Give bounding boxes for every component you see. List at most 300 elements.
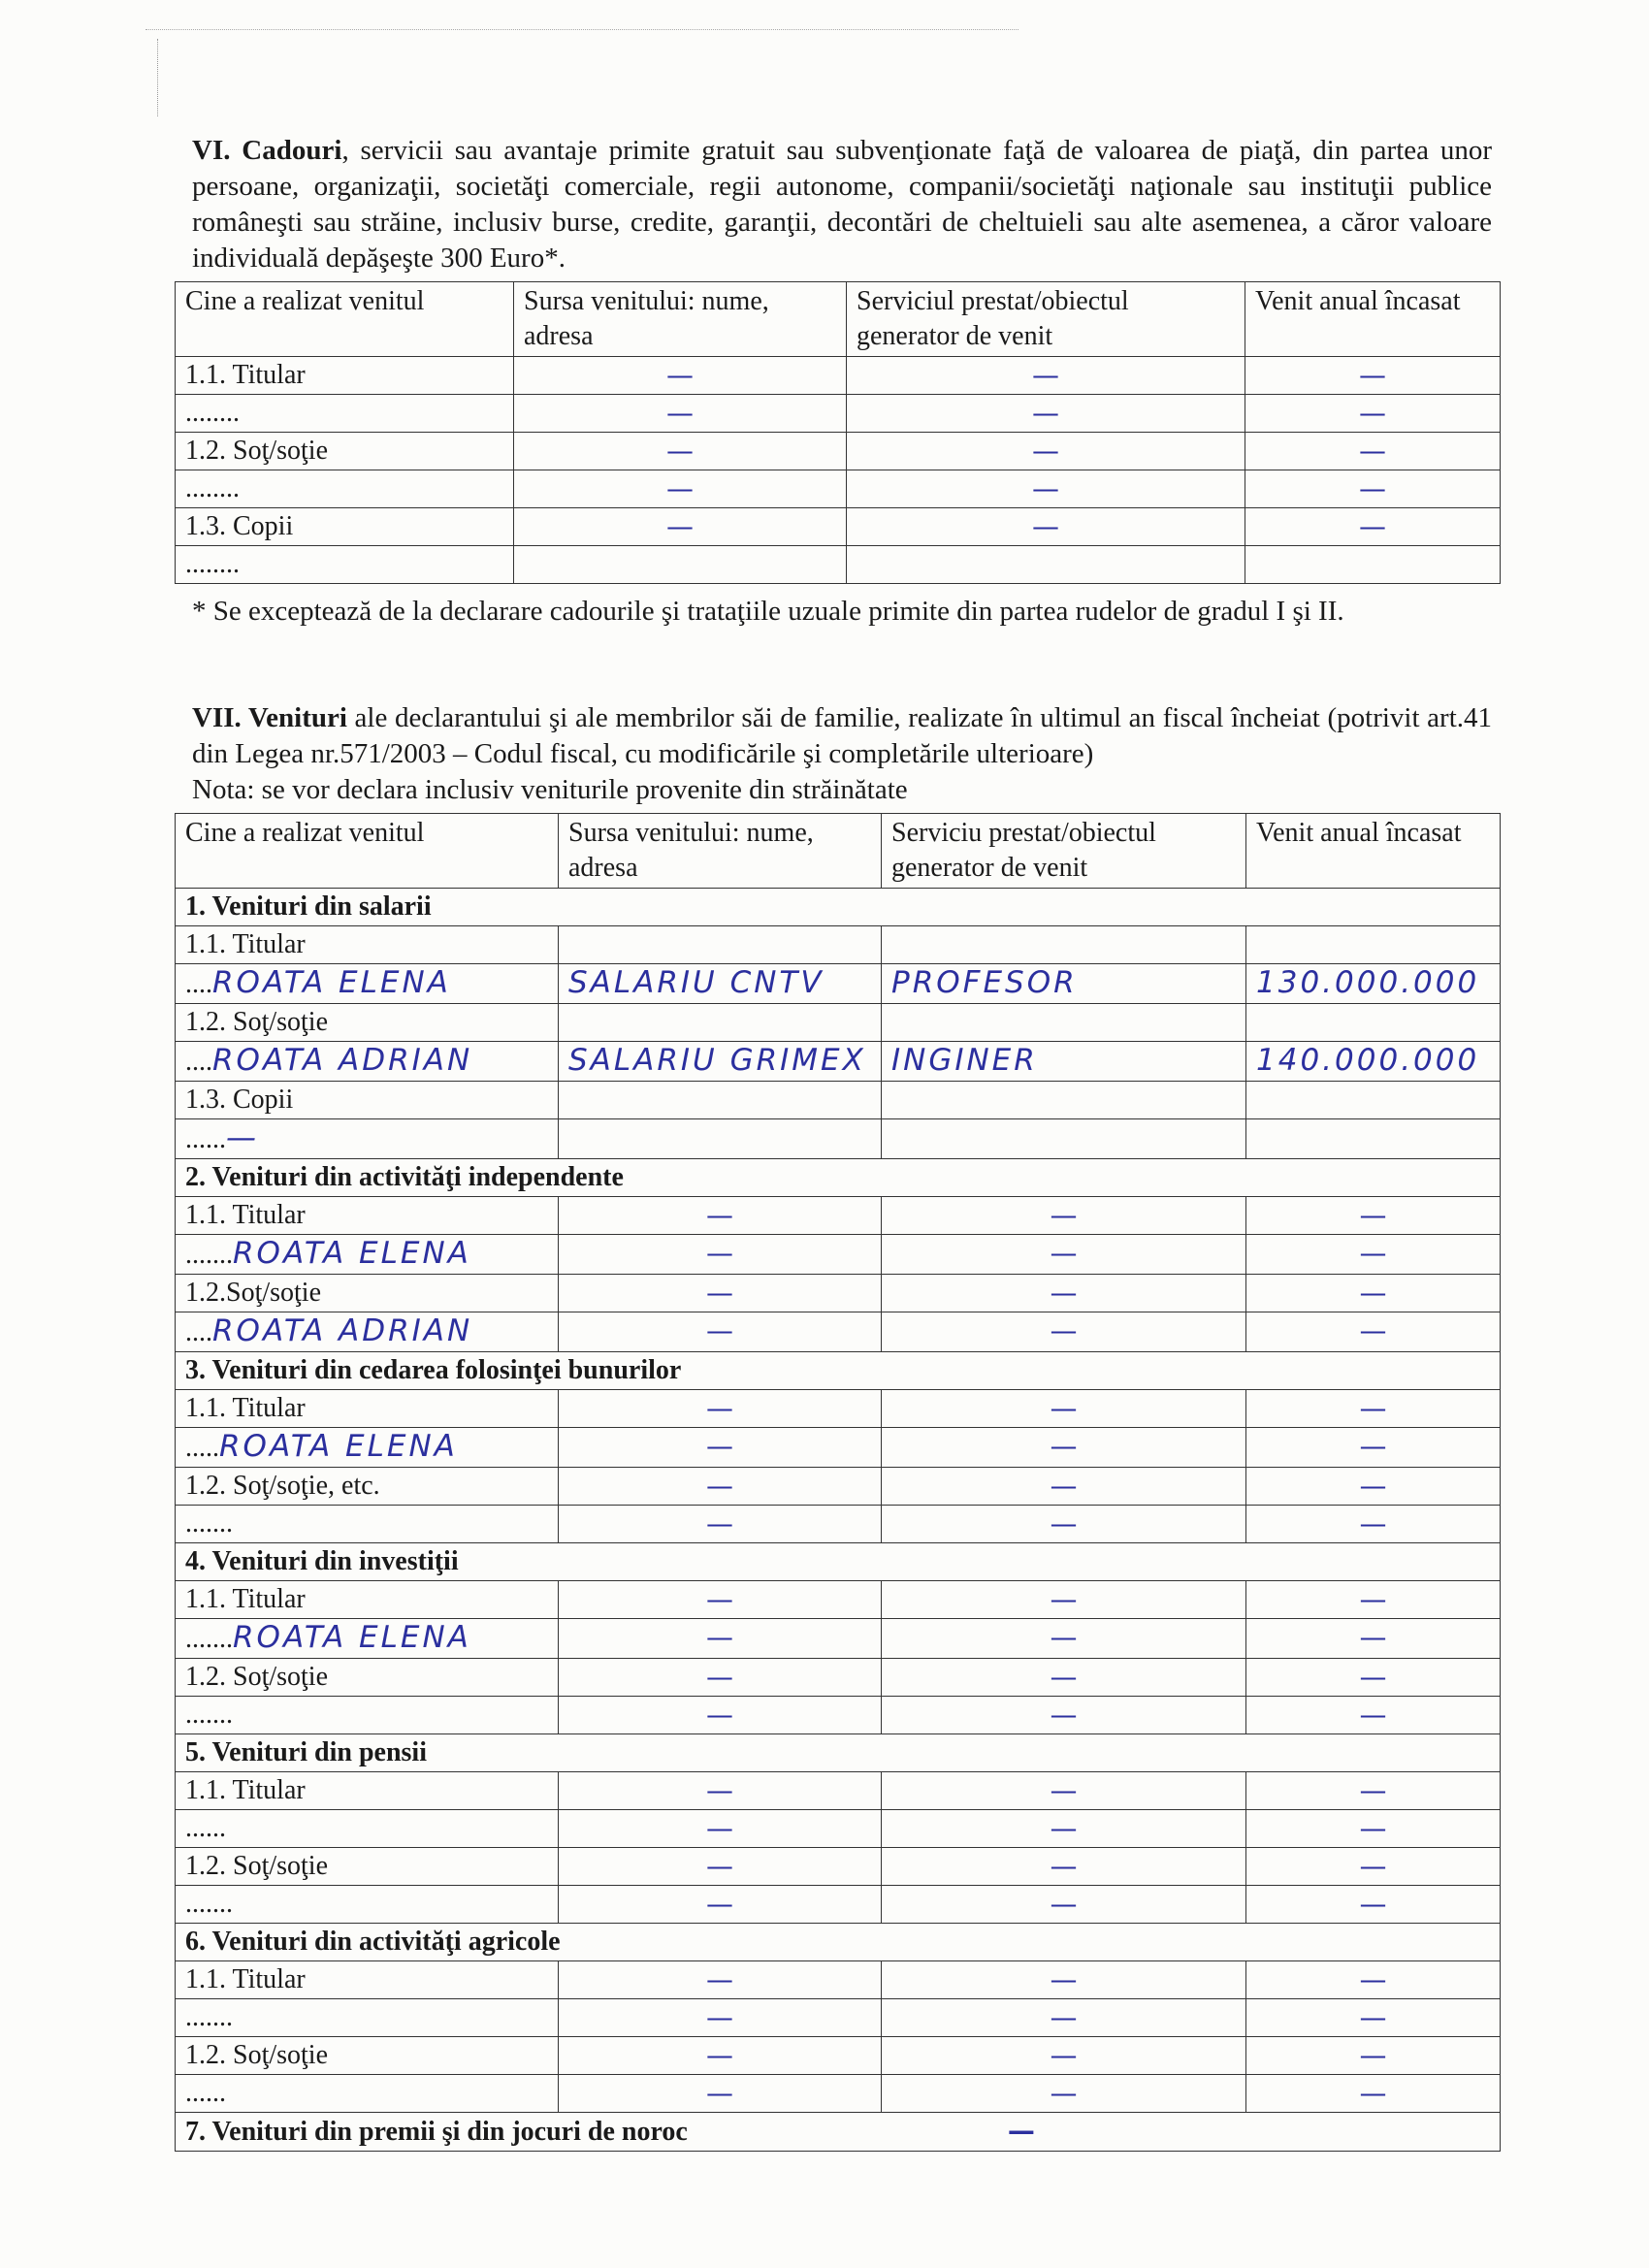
row-label: ........ xyxy=(176,470,514,508)
table-row xyxy=(176,395,1501,433)
income-category xyxy=(176,1543,1501,1581)
table-row xyxy=(176,1197,1501,1235)
row-label xyxy=(176,926,559,964)
section-6-text: , servicii sau avantaje primite gratuit sau subvenţionate faţă de valoarea de piaţă, din partea unor persoane, organizaţii, societăţi comerciale, regii autonome, companii/societăţi naţionale sau instituţii publice româneşti sau străine, inclusiv burse, credite, garanţii, decontări de cheltuieli sau alte asemenea, a căror valoare individuală depăşeşte 300 Euro*. xyxy=(192,135,1492,274)
column-header: Cine a realizat venitul xyxy=(176,814,559,889)
value-cell xyxy=(559,2037,882,2075)
table-row xyxy=(176,1581,1501,1619)
value-cell xyxy=(882,1197,1246,1235)
income-category xyxy=(176,1352,1501,1390)
dash-mark: — xyxy=(706,1199,733,1231)
row-label xyxy=(176,1659,559,1697)
row-label xyxy=(176,1082,559,1119)
value-cell xyxy=(1246,2075,1501,2113)
dash-mark: — xyxy=(1050,1507,1078,1539)
value-cell xyxy=(1246,1619,1501,1659)
value-cell xyxy=(559,1999,882,2037)
table-row xyxy=(176,1004,1501,1042)
table-row xyxy=(176,1810,1501,1848)
table-row xyxy=(176,1886,1501,1924)
table-row xyxy=(176,1697,1501,1734)
table-row xyxy=(176,1235,1501,1275)
dash-mark: — xyxy=(706,1237,733,1269)
handwritten-entry: INGINER xyxy=(891,1043,1038,1078)
value-cell xyxy=(559,1961,882,1999)
dash-cell: — xyxy=(847,395,1245,433)
value-cell xyxy=(1246,1886,1501,1924)
handwritten-entry: ROATA ADRIAN xyxy=(212,1313,473,1348)
row-label xyxy=(176,1772,559,1810)
value-cell xyxy=(882,926,1246,964)
dash-cell: — xyxy=(847,470,1245,508)
value-cell xyxy=(1246,1961,1501,1999)
row-label xyxy=(176,1119,559,1159)
row-label-text: 1.2. Soţ/soţie xyxy=(185,1007,329,1037)
dash-mark: — xyxy=(706,1888,733,1920)
dash-mark: — xyxy=(1359,2077,1387,2109)
income-header-row xyxy=(176,814,1501,889)
dash-mark: — xyxy=(706,2001,733,2033)
table-row xyxy=(176,1312,1501,1352)
value-cell xyxy=(882,1235,1246,1275)
value-cell xyxy=(882,1961,1246,1999)
row-label xyxy=(176,1999,559,2037)
income-category-label: 2. Venituri din activităţi independente xyxy=(185,1162,624,1192)
table-row xyxy=(176,1275,1501,1312)
dash-mark: — xyxy=(1050,1812,1078,1844)
value-cell xyxy=(882,1428,1246,1468)
value-cell xyxy=(1246,1468,1501,1506)
dash-mark: — xyxy=(1359,1277,1387,1309)
section-row xyxy=(176,1543,1501,1581)
dash-mark: — xyxy=(1359,1888,1387,1920)
value-cell xyxy=(559,1004,882,1042)
row-label-text: 1.1. Titular xyxy=(185,1775,306,1805)
value-cell xyxy=(882,1275,1246,1312)
row-label xyxy=(176,1810,559,1848)
value-cell xyxy=(1246,1772,1501,1810)
row-label-text: 1.1. Titular xyxy=(185,1964,306,1994)
section-row xyxy=(176,1352,1501,1390)
table-row xyxy=(176,1042,1501,1082)
dash-mark: — xyxy=(706,1470,733,1502)
row-label xyxy=(176,1468,559,1506)
value-cell xyxy=(882,1659,1246,1697)
table-row xyxy=(176,508,1501,546)
income-category xyxy=(176,1924,1501,1961)
value-cell xyxy=(1246,1235,1501,1275)
value-cell xyxy=(559,964,882,1004)
row-label-text: ...... xyxy=(185,2078,226,2108)
value-cell xyxy=(559,1275,882,1312)
value-cell xyxy=(559,1848,882,1886)
dash-mark: — xyxy=(1050,1430,1078,1462)
section-7-note: Nota: se vor declara inclusiv veniturile provenite din străinătate xyxy=(192,774,908,805)
dash-mark: — xyxy=(1359,1199,1387,1231)
dash-mark: — xyxy=(1050,2039,1078,2071)
value-cell xyxy=(1246,1581,1501,1619)
row-label xyxy=(176,1619,559,1659)
value-cell xyxy=(559,1659,882,1697)
row-label-text: ....... xyxy=(185,1240,233,1270)
section-row xyxy=(176,2113,1501,2152)
table-row xyxy=(176,2037,1501,2075)
column-header: Venit anual încasat xyxy=(1246,814,1501,889)
dash-mark: — xyxy=(1359,2001,1387,2033)
dash-cell xyxy=(1245,546,1501,584)
row-label xyxy=(176,1506,559,1543)
dash-mark: — xyxy=(1050,1699,1078,1731)
value-cell xyxy=(1246,1197,1501,1235)
value-cell xyxy=(882,1468,1246,1506)
value-cell xyxy=(1246,1848,1501,1886)
value-cell xyxy=(1246,926,1501,964)
row-label: 1.1. Titular xyxy=(176,357,514,395)
table-row xyxy=(176,1999,1501,2037)
value-cell xyxy=(882,1312,1246,1352)
table-row xyxy=(176,1772,1501,1810)
table-row xyxy=(176,1619,1501,1659)
handwritten-entry: ROATA ELENA xyxy=(233,1236,471,1271)
gifts-header-row xyxy=(176,282,1501,357)
section-row xyxy=(176,1159,1501,1197)
row-label-text: 1.1. Titular xyxy=(185,1584,306,1614)
income-category-label: 5. Venituri din pensii xyxy=(185,1737,427,1767)
row-label: 1.3. Copii xyxy=(176,508,514,546)
gifts-table xyxy=(175,281,1501,584)
handwritten-entry: SALARIU GRIMEX xyxy=(568,1043,866,1078)
value-cell xyxy=(882,2075,1246,2113)
table-row xyxy=(176,964,1501,1004)
column-header: Venit anual încasat xyxy=(1245,282,1501,357)
row-label-text: 1.2.Soţ/soţie xyxy=(185,1278,322,1308)
value-cell xyxy=(882,1848,1246,1886)
handwritten-entry: ROATA ELENA xyxy=(219,1429,458,1464)
section-7-intro xyxy=(192,700,1492,808)
column-header: Sursa venitului: nume, adresa xyxy=(559,814,882,889)
dash-mark: — xyxy=(1050,1774,1078,1806)
value-cell xyxy=(1246,1082,1501,1119)
income-category-label: 4. Venituri din investiţii xyxy=(185,1546,459,1576)
column-header: Cine a realizat venitul xyxy=(176,282,514,357)
table-row xyxy=(176,1506,1501,1543)
row-label-text: ....... xyxy=(185,1624,233,1654)
table-row xyxy=(176,433,1501,470)
dash-mark: — xyxy=(1359,1392,1387,1424)
value-cell xyxy=(882,1042,1246,1082)
income-category-label: 6. Venituri din activităţi agricole xyxy=(185,1927,561,1957)
row-label xyxy=(176,1004,559,1042)
row-label-text: 1.1. Titular xyxy=(185,1393,306,1423)
column-header: Serviciul prestat/obiectul generator de venit xyxy=(847,282,1245,357)
value-cell xyxy=(559,1312,882,1352)
row-label-text: 1.2. Soţ/soţie, etc. xyxy=(185,1471,380,1501)
dash-mark: — xyxy=(1050,2077,1078,2109)
income-category-label: 3. Venituri din cedarea folosinţei bunurilor xyxy=(185,1355,682,1385)
row-label: 1.2. Soţ/soţie xyxy=(176,433,514,470)
value-cell xyxy=(559,1886,882,1924)
dash-cell: — xyxy=(847,357,1245,395)
dash-mark: — xyxy=(706,1850,733,1882)
value-cell xyxy=(882,1999,1246,2037)
dash-cell: — xyxy=(1245,508,1501,546)
value-cell xyxy=(1246,1697,1501,1734)
dash-mark: — xyxy=(1359,1812,1387,1844)
dash-mark: — xyxy=(1359,1621,1387,1653)
handwritten-entry: SALARIU CNTV xyxy=(568,965,824,1000)
row-label xyxy=(176,1312,559,1352)
section-7-heading: VII. Venituri xyxy=(192,702,347,733)
dash-cell: — xyxy=(514,395,847,433)
income-category xyxy=(176,1159,1501,1197)
row-label xyxy=(176,1886,559,1924)
dash-mark: — xyxy=(1359,1774,1387,1806)
dash-mark: — xyxy=(706,1583,733,1615)
row-label-text: ....... xyxy=(185,1889,233,1919)
table-row xyxy=(176,1961,1501,1999)
scan-edge-mark xyxy=(146,29,1018,32)
handwritten-entry: 130.000.000 xyxy=(1256,965,1480,1000)
table-row xyxy=(176,1119,1501,1159)
value-cell xyxy=(559,1810,882,1848)
dash-mark: — xyxy=(706,1774,733,1806)
table-row xyxy=(176,1659,1501,1697)
value-cell xyxy=(559,2075,882,2113)
row-label-text: ....... xyxy=(185,2002,233,2032)
dash-mark: — xyxy=(1050,1277,1078,1309)
dash-mark: — xyxy=(1359,1430,1387,1462)
value-cell xyxy=(1246,1042,1501,1082)
row-label xyxy=(176,964,559,1004)
row-label-text: ....... xyxy=(185,1508,233,1539)
dash-cell: — xyxy=(514,433,847,470)
dash-mark: — xyxy=(1359,1237,1387,1269)
value-cell xyxy=(1246,1810,1501,1848)
table-row xyxy=(176,2075,1501,2113)
value-cell xyxy=(882,1697,1246,1734)
column-header: Sursa venitului: nume, adresa xyxy=(514,282,847,357)
income-category xyxy=(176,2113,1501,2152)
value-cell xyxy=(1246,1119,1501,1159)
table-row xyxy=(176,470,1501,508)
row-label xyxy=(176,1697,559,1734)
section-row xyxy=(176,1734,1501,1772)
dash-mark: — xyxy=(706,1507,733,1539)
row-label-text: 1.2. Soţ/soţie xyxy=(185,1662,329,1692)
row-label xyxy=(176,1275,559,1312)
column-header: Serviciu prestat/obiectul generator de venit xyxy=(882,814,1246,889)
value-cell xyxy=(1246,1659,1501,1697)
handwritten-entry: 140.000.000 xyxy=(1256,1043,1480,1078)
dash-mark: — xyxy=(1359,1314,1387,1346)
table-row xyxy=(176,1390,1501,1428)
value-cell xyxy=(882,964,1246,1004)
row-label xyxy=(176,1390,559,1428)
row-label: ........ xyxy=(176,546,514,584)
value-cell xyxy=(559,1119,882,1159)
value-cell xyxy=(559,1697,882,1734)
dash-mark: — xyxy=(1050,2001,1078,2033)
dash-mark: — xyxy=(1359,1661,1387,1693)
value-cell xyxy=(1246,1312,1501,1352)
dash-mark: — xyxy=(1359,1470,1387,1502)
row-label-text: 1.2. Soţ/soţie xyxy=(185,2040,329,2070)
dash-mark: — xyxy=(1359,2039,1387,2071)
dash-mark: — xyxy=(706,1392,733,1424)
row-label xyxy=(176,1428,559,1468)
value-cell xyxy=(559,1390,882,1428)
dash-mark: — xyxy=(706,1621,733,1653)
table-row xyxy=(176,1428,1501,1468)
section-6-heading: VI. Cadouri xyxy=(192,135,342,166)
table-row xyxy=(176,926,1501,964)
income-category-label: 1. Venituri din salarii xyxy=(185,891,432,922)
row-label-text: 1.1. Titular xyxy=(185,1200,306,1230)
table-row xyxy=(176,1082,1501,1119)
row-label xyxy=(176,2075,559,2113)
dash-mark: — xyxy=(1359,1850,1387,1882)
dash-cell: — xyxy=(1245,357,1501,395)
dash-mark: — xyxy=(1359,1963,1387,1995)
row-label-text: 1.2. Soţ/soţie xyxy=(185,1851,329,1881)
value-cell xyxy=(1246,1506,1501,1543)
income-category xyxy=(176,1734,1501,1772)
dash-mark: — xyxy=(1050,1199,1078,1231)
value-cell xyxy=(882,1506,1246,1543)
handwritten-entry: — xyxy=(226,1120,259,1155)
value-cell xyxy=(882,1810,1246,1848)
row-label-text: ...... xyxy=(185,1813,226,1843)
row-label-text: 1.1. Titular xyxy=(185,929,306,959)
table-row xyxy=(176,546,1501,584)
table-row xyxy=(176,357,1501,395)
dash-mark: — xyxy=(1050,1621,1078,1653)
value-cell xyxy=(1246,1999,1501,2037)
value-cell xyxy=(882,1390,1246,1428)
row-label xyxy=(176,1848,559,1886)
value-cell xyxy=(1246,964,1501,1004)
handwritten-entry: ROATA ELENA xyxy=(233,1620,471,1655)
row-label xyxy=(176,1042,559,1082)
dash-cell xyxy=(514,546,847,584)
value-cell xyxy=(882,1581,1246,1619)
dash-mark: — xyxy=(1050,1661,1078,1693)
value-cell xyxy=(1246,1390,1501,1428)
row-label xyxy=(176,1961,559,1999)
dash-mark: — xyxy=(1359,1583,1387,1615)
dash-mark: — xyxy=(1050,1470,1078,1502)
value-cell xyxy=(559,1581,882,1619)
dash-cell: — xyxy=(514,470,847,508)
handwritten-entry: PROFESOR xyxy=(891,965,1078,1000)
dash-mark: — xyxy=(1050,1850,1078,1882)
dash-mark: — xyxy=(1050,1888,1078,1920)
row-label-text: ...... xyxy=(185,1124,226,1154)
value-cell xyxy=(559,1428,882,1468)
value-cell xyxy=(1246,1275,1501,1312)
value-cell xyxy=(559,1772,882,1810)
value-cell xyxy=(882,1082,1246,1119)
row-label-text: ..... xyxy=(185,1433,219,1463)
dash-mark: — xyxy=(1007,2115,1035,2147)
scan-edge-mark xyxy=(157,39,159,116)
row-label-text: 1.3. Copii xyxy=(185,1085,294,1115)
value-cell xyxy=(882,1772,1246,1810)
dash-cell: — xyxy=(1245,395,1501,433)
dash-mark: — xyxy=(706,1812,733,1844)
value-cell xyxy=(559,1468,882,1506)
dash-cell: — xyxy=(847,508,1245,546)
dash-mark: — xyxy=(706,1661,733,1693)
income-table xyxy=(175,813,1501,2152)
dash-mark: — xyxy=(1050,1392,1078,1424)
dash-mark: — xyxy=(1050,1314,1078,1346)
dash-cell: — xyxy=(1245,433,1501,470)
dash-mark: — xyxy=(1359,1507,1387,1539)
dash-mark: — xyxy=(706,2039,733,2071)
value-cell xyxy=(559,1506,882,1543)
dash-cell: — xyxy=(1245,470,1501,508)
table-row xyxy=(176,1468,1501,1506)
value-cell xyxy=(1246,1428,1501,1468)
handwritten-entry: ROATA ELENA xyxy=(212,965,451,1000)
row-label: ........ xyxy=(176,395,514,433)
value-cell xyxy=(559,1235,882,1275)
value-cell xyxy=(559,1197,882,1235)
dash-mark: — xyxy=(706,1277,733,1309)
dash-mark: — xyxy=(1050,1237,1078,1269)
value-cell xyxy=(882,1119,1246,1159)
value-cell xyxy=(882,1619,1246,1659)
row-label-text: .... xyxy=(185,1317,212,1347)
dash-mark: — xyxy=(706,1699,733,1731)
dash-cell: — xyxy=(847,433,1245,470)
dash-cell xyxy=(847,546,1245,584)
row-label-text: .... xyxy=(185,1047,212,1077)
section-row xyxy=(176,889,1501,926)
value-cell xyxy=(1246,2037,1501,2075)
value-cell xyxy=(882,1886,1246,1924)
gifts-footnote: * Se exceptează de la declarare cadourile şi trataţiile uzuale primite din partea rudelor de gradul I şi II. xyxy=(192,596,1344,627)
dash-mark: — xyxy=(706,1430,733,1462)
row-label xyxy=(176,1235,559,1275)
row-label xyxy=(176,2037,559,2075)
row-label xyxy=(176,1581,559,1619)
value-cell xyxy=(559,1619,882,1659)
row-label-text: ....... xyxy=(185,1700,233,1730)
value-cell xyxy=(882,1004,1246,1042)
value-cell xyxy=(559,1082,882,1119)
handwritten-entry: ROATA ADRIAN xyxy=(212,1043,473,1078)
dash-mark: — xyxy=(1359,1699,1387,1731)
income-category-label: 7. Venituri din premii şi din jocuri de noroc xyxy=(185,2117,688,2147)
value-cell xyxy=(882,2037,1246,2075)
value-cell xyxy=(1246,1004,1501,1042)
section-row xyxy=(176,1924,1501,1961)
section-6-intro xyxy=(192,133,1492,276)
dash-mark: — xyxy=(706,1963,733,1995)
dash-mark: — xyxy=(1050,1583,1078,1615)
row-label-text: .... xyxy=(185,969,212,999)
table-row xyxy=(176,1848,1501,1886)
dash-mark: — xyxy=(706,1314,733,1346)
row-label xyxy=(176,1197,559,1235)
dash-cell: — xyxy=(514,357,847,395)
value-cell xyxy=(559,1042,882,1082)
section-7-text: ale declarantului şi ale membrilor săi de familie, realizate în ultimul an fiscal încheiat (potrivit art.41 din Legea nr.571/2003 – Codul fiscal, cu modificările şi completările ulterioare) xyxy=(192,702,1492,769)
income-category xyxy=(176,889,1501,926)
dash-cell: — xyxy=(514,508,847,546)
